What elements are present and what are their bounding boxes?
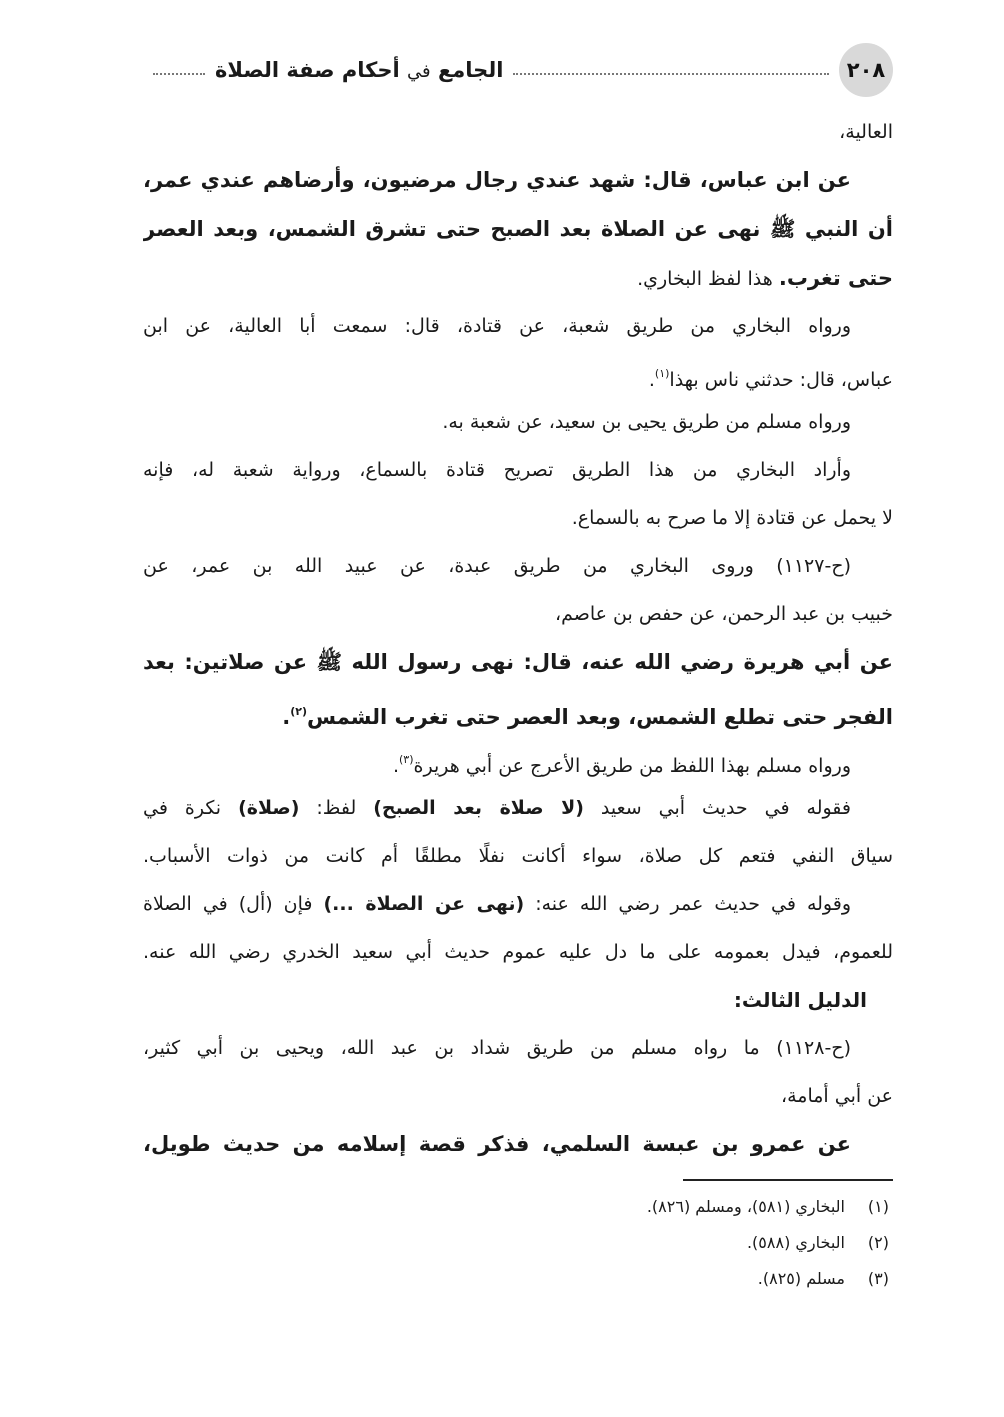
line-text-bold: (صلاة) [238,797,300,819]
footnote-text: مسلم (٨٢٥). [757,1269,845,1288]
footnote-ref: (١) [654,367,670,380]
text-line [143,542,893,590]
line-text: . [282,705,291,729]
line-text: الفجر حتى تطلع الشمس، وبعد العصر حتى تغرب الشمس [307,705,893,729]
hadith-line [143,1120,893,1169]
text-line [143,784,893,832]
line-text: ورواه مسلم من طريق يحيى بن سعيد، عن شعبة به. [442,411,851,433]
line-text: وأراد البخاري من هذا الطريق تصريح قتادة بالسماع، ورواية شعبة له، فإنه [143,459,851,481]
line-text: . [392,755,399,777]
footnotes [143,1189,893,1297]
text-line [143,254,893,302]
line-text: ورواه البخاري من طريق شعبة، عن قتادة، قال: سمعت أبا العالية، عن ابن [143,315,851,337]
text-line [143,928,893,976]
hadith-line [143,687,893,736]
footnote [143,1261,893,1297]
footnote [143,1189,893,1225]
hadith-line [143,638,893,687]
line-text: ورواه مسلم بهذا اللفظ من طريق الأعرج عن أبي هريرة [413,755,851,777]
text-line [143,1072,893,1120]
running-title-part2: في [407,61,431,82]
line-text: عن أبي هريرة رضي الله عنه، قال: نهى رسول الله ﷺ عن صلاتين: بعد [143,650,893,674]
body-text [143,108,893,1169]
line-text: عن عمرو بن عبسة السلمي، فذكر قصة إسلامه من حديث طويل، [143,1132,851,1156]
text-line [143,108,893,156]
text-line [143,398,893,446]
line-text: عن ابن عباس، قال: شهد عندي رجال مرضيون، وأرضاهم عندي عمر، [143,168,851,192]
footnote-number: (٣) [867,1269,889,1288]
page-header [143,40,893,100]
line-text: خبيب بن عبد الرحمن، عن حفص بن عاصم، [554,603,893,625]
text-line [143,494,893,542]
header-dotted-rule [513,73,829,75]
line-text: فقوله في حديث أبي سعيد [583,797,851,819]
text-line [143,350,893,398]
line-text: هذا لفظ البخاري. [637,268,779,290]
text-line [143,832,893,880]
line-text-bold: (نهى عن الصلاة ...) [323,893,525,915]
text-line [143,880,893,928]
running-title-part1: الجامع [437,58,504,82]
line-text: للعموم، فيدل بعمومه على ما دل عليه عموم حديث أبي سعيد الخدري رضي الله عنه. [143,941,893,963]
footnote-ref: (٢) [290,705,308,718]
footnote [143,1225,893,1261]
text-line [143,446,893,494]
book-page [143,40,893,1297]
line-text: (ح-١١٢٨) ما رواه مسلم من طريق شداد بن عبد الله، ويحيى بن أبي كثير، [143,1037,851,1059]
text-line [143,302,893,350]
header-dotted-rule-right [153,73,205,75]
line-text: عن أبي أمامة، [780,1085,893,1107]
section-heading: الدليل الثالث: [733,988,867,1012]
line-text: لفظ: [299,797,374,819]
line-text: نكرة في [143,797,239,819]
line-text: وقوله في حديث عمر رضي الله عنه: [524,893,851,915]
line-text: فإن (أل) في الصلاة [143,893,324,915]
line-text: سياق النفي فتعم كل صلاة، سواء أكانت نفلًا مطلقًا أم كانت من ذوات الأسباب. [143,845,893,867]
line-text-bold: (لا صلاة بعد الصبح) [373,797,584,819]
text-line [143,590,893,638]
running-title [215,58,503,82]
footnote-number: (١) [867,1197,889,1216]
footnote-ref: (٣) [398,753,414,766]
line-text: أن النبي ﷺ نهى عن الصلاة بعد الصبح حتى تشرق الشمس، وبعد العصر [143,217,893,241]
footnote-text: البخاري (٥٨١)، ومسلم (٨٢٦). [646,1197,845,1216]
line-text-bold: حتى تغرب. [778,266,893,290]
running-title-part3: أحكام صفة الصلاة [215,58,400,82]
text-line [143,736,893,784]
footnote-number: (٢) [867,1233,889,1252]
line-text: . [648,369,655,391]
page-number: ٢٠٨ [839,43,893,97]
footnote-separator [683,1179,893,1181]
hadith-line [143,205,893,254]
line-text: عباس، قال: حدثني ناس بهذا [669,369,893,391]
line-text: (ح-١١٢٧) وروى البخاري من طريق عبدة، عن عبيد الله بن عمر، عن [143,555,851,577]
hadith-line [143,156,893,205]
line-text: لا يحمل عن قتادة إلا ما صرح به بالسماع. [571,507,893,529]
line-text: العالية، [839,121,893,143]
footnote-text: البخاري (٥٨٨). [746,1233,845,1252]
text-line [143,1024,893,1072]
